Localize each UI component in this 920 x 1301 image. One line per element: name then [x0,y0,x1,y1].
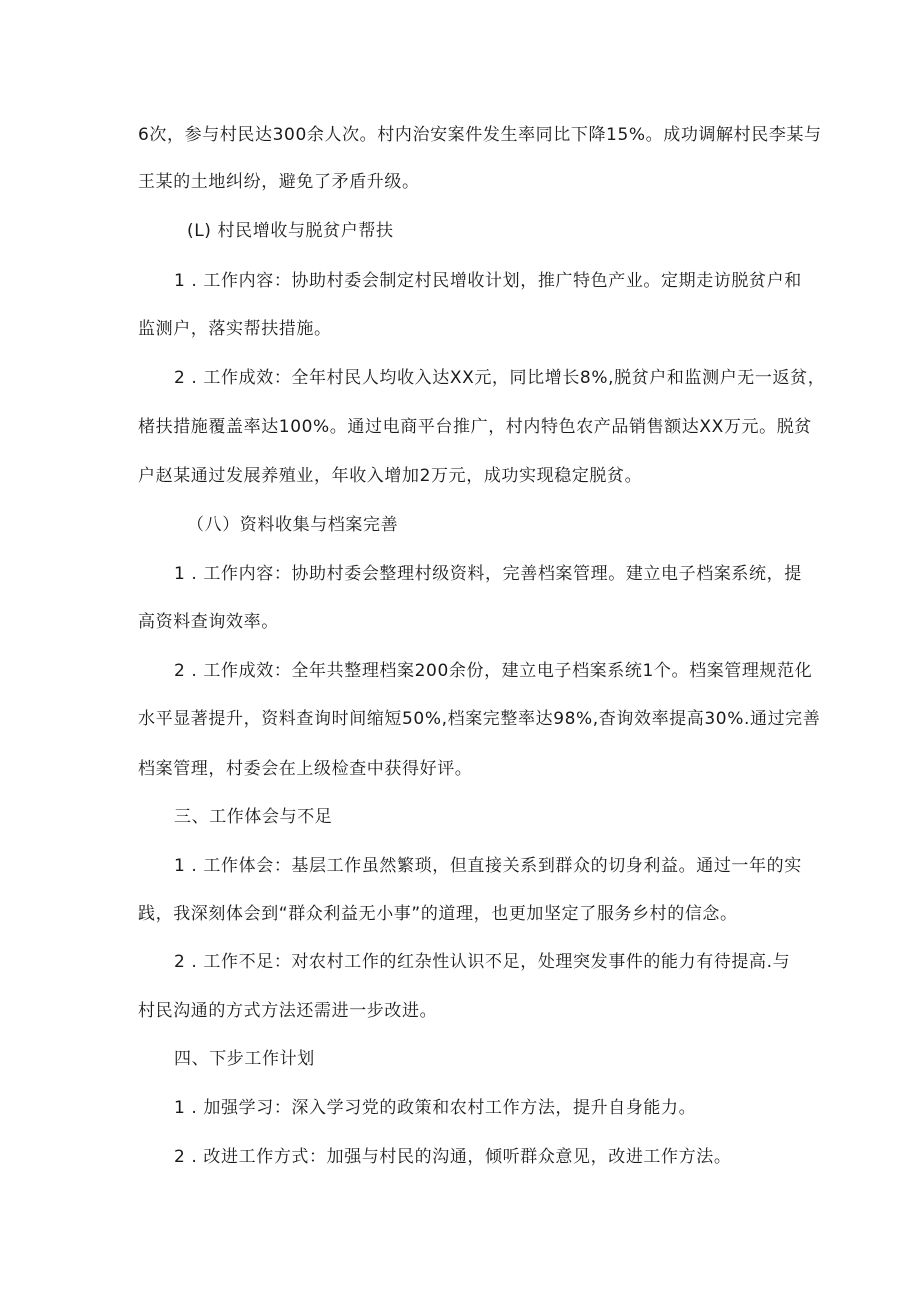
paragraph-line: 2 . 工作不足：对农村工作的红杂性认识不足，处理突发事件的能力有待提高.与 [174,952,791,972]
paragraph-line: 1 . 工作内容：协助村委会制定村民增收计划，推广特色产业。定期走访脱贫户和 [174,271,802,291]
section-heading: 三、工作体会与不足 [174,807,333,827]
paragraph-line: 高资料查询效率。 [138,612,279,632]
paragraph-line: 6次，参与村民达300余人次。村内治安案件发生率同比下降15%。成功调解村民李某与 [138,125,822,145]
paragraph-line: 监测户，落实帮扶措施。 [138,319,332,339]
paragraph-line: 1 . 工作体会：基层工作虽然繁琐，但直接关系到群众的切身利益。通过一年的实 [174,856,802,876]
paragraph-line: 楮扶措施覆盖率达100%。通过电商平台推广，村内特色农产品销售额达XX万元。脱贫 [138,417,812,437]
paragraph-line: 户赵某通过发展养殖业，年收入增加2万元，成功实现稳定脱贫。 [138,466,643,486]
section-heading: (L) 村民增收与脱贫户帮扶 [187,221,394,241]
section-heading: 四、下步工作计划 [174,1049,315,1069]
paragraph-line: 2 . 改进工作方式：加强与村民的沟通，倾听群众意见，改进工作方法。 [174,1147,732,1167]
paragraph-line: 践，我深刻体会到“群众利益无小事”的道理，也更加坚定了服务乡村的信念。 [138,904,738,924]
paragraph-line: 村民沟通的方式方法还需进一步改进。 [138,1001,438,1021]
paragraph-line: 水平显著提升，资料查询时间缩短50%,档案完整率达98%,杳询效率提高30%.通过完善 [138,709,821,729]
paragraph-line: 2 . 工作成效：全年村民人均收入达XX元，同比增长8%,脱贫户和监测户无一返贫， [174,368,826,388]
section-heading: （八）资料收集与档案完善 [187,515,399,535]
paragraph-line: 2 . 工作成效：全年共整理档案200余份，建立电子档案系统1个。档案管理规范化 [174,661,813,681]
paragraph-line: 档案管理，村委会在上级检查中获得好评。 [138,759,473,779]
paragraph-line: 1 . 加强学习：深入学习党的政策和农村工作方法，提升自身能力。 [174,1098,697,1118]
paragraph-line: 王某的土地纠纷，避免了矛盾升级。 [138,172,420,192]
paragraph-line: 1 . 工作内容：协助村委会整理村级资料，完善档案管理。建立电子档案系统，提 [174,564,802,584]
